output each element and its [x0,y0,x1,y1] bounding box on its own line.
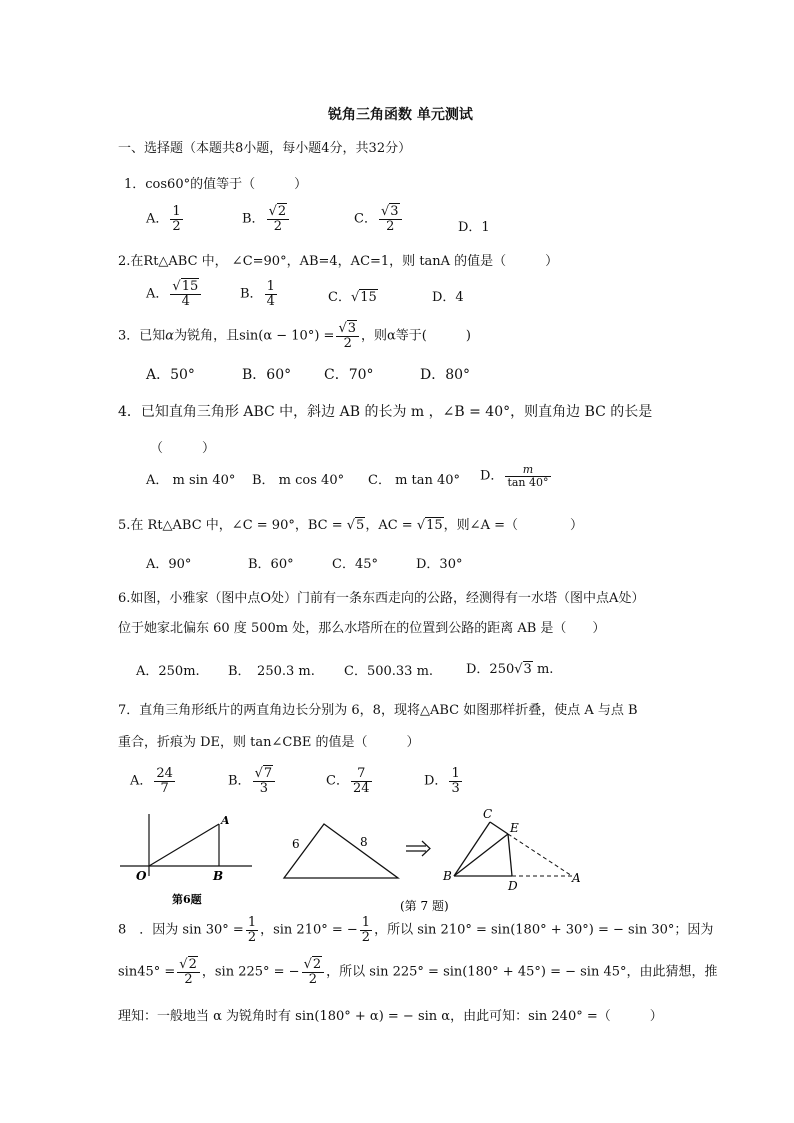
q3-option-a: A．50° [146,367,195,383]
triangle-abc [284,824,398,878]
q1-option-c-fraction: $\frac{√3}{2}$ [379,205,402,233]
q8-text-6: ，所以 sin 225° = sin(180° + 45°) = − sin 45°，由此猜想，推 [326,964,718,980]
q8-text-1: 8 ．因为 sin 30° = [118,922,244,938]
fig7-side-6: 6 [292,837,300,851]
q7-option-c-fraction: $\frac{7}{24}$ [352,766,370,796]
fig7-label-a: A [572,871,581,885]
q6-stem-line1: 6.如图，小雅家（图中点O处）门前有一条东西走向的公路，经测得有一水塔（图中点A处） [118,591,645,606]
q4-option-d [480,464,553,488]
q8-fraction-2: $\frac{1}{2}$ [361,915,371,945]
q7-option-c [326,767,374,795]
q8-text-5: ，sin 225° = − [201,964,300,980]
segment-ce [490,822,508,834]
fig7-side-8: 8 [360,835,368,849]
q7-option-b-label: B． [228,773,251,789]
q3-fraction: $\frac{√3}{2}$ [336,322,359,350]
q4-stem-line2: （ ） [150,441,216,456]
segment-bc [454,822,490,876]
q6-option-d-label: D．250 [466,662,515,677]
q2-stem: 2.在Rt△ABC 中， ∠C=90°，AB=4，AC=1，则 tanA 的值是（ ） [118,254,559,269]
fig6-caption: 第6题 [172,893,202,906]
q6-option-a: A．250m. [136,664,200,679]
arrow-icon [406,841,430,856]
q7-option-a-label: A． [130,773,153,789]
q7-stem-line1: 7．直角三角形纸片的两直角边长分别为 6，8，现将△ABC 如图那样折叠，使点 A 与点 B [118,703,638,718]
figure-7 [280,808,590,914]
q3-alpha: α [165,328,175,344]
q7-option-d-fraction: $\frac{1}{3}$ [451,766,460,796]
q7-stem-line2: 重合，折痕为 DE，则 tan∠CBE 的值是（ ） [118,735,420,750]
q7-option-d [424,767,464,795]
q8-line3: 理知：一般地当 α 为锐角时有 sin(180° + α) = − sin α，由此可知：sin 240° =（ ） [118,1009,663,1024]
q3-stem [118,322,471,350]
q6-option-d: D．250√3 m. [466,662,554,677]
q5-ac-value: 15 [426,518,443,533]
q3-option-c: C．70° [324,367,374,383]
q6-option-d-unit: m. [532,662,554,677]
q5-stem: 5.在 Rt△ABC 中，∠C = 90°，BC = √5，AC = √15，则∠A =（ ） [118,518,583,533]
q6-option-c: C．500.33 m. [344,664,434,679]
q7-option-d-label: D． [424,773,448,789]
q2-option-d: D．4 [432,290,464,305]
fig7-label-d: D [508,879,518,893]
fig7-caption: (第 7 题) [400,899,449,913]
q7-option-b [228,767,277,795]
fig7-label-b: B [443,869,452,883]
q1-option-a-fraction: $\frac{1}{2}$ [172,204,181,234]
q6-option-d-root: 3 [523,662,532,677]
q1-stem: 1．cos60°的值等于（ ） [124,177,308,192]
q2-option-b [240,280,279,308]
q1-option-b-label: B． [242,211,265,227]
q7-option-a [130,767,177,795]
q7-option-b-fraction: $\frac{√7}{3}$ [253,767,276,795]
q1-option-c [354,205,404,233]
q4-option-d-label: D． [480,468,504,484]
q8-fraction-4: $\frac{√2}{2}$ [302,958,325,986]
q2-option-b-label: B． [240,286,263,302]
q5-option-b: B．60° [248,557,294,572]
q4-option-c: C． m tan 40° [368,473,461,488]
q2-option-c-value: 15 [360,290,377,305]
segment-oa [149,824,219,866]
q5-stem-pre: 5.在 Rt△ABC 中，∠C = 90°，BC = [118,518,347,533]
q1-option-d: D．1 [458,220,490,235]
q2-option-c: C．√15 [328,290,377,305]
q1-option-c-label: C． [354,211,377,227]
q3-stem-pre: 3．已知 [118,328,166,344]
q5-stem-mid: ，AC = [365,518,417,533]
q5-bc-value: 5 [356,518,365,533]
q1-option-a-label: A． [146,211,169,227]
fig6-label-o: O [136,869,147,883]
q1-option-b [242,205,291,233]
q2-option-a [146,280,203,308]
q4-option-d-fraction: $\frac{m}{\tan 40^\circ}$ [507,463,549,489]
q8-fraction-3: $\frac{√2}{2}$ [177,958,200,986]
figure-6 [116,808,266,906]
q1-option-a [146,205,185,233]
q5-option-d: D．30° [416,557,463,572]
q5-stem-post: ，则∠A =（ ） [443,518,583,533]
q3-stem-post: ，则α等于( ) [361,328,471,344]
segment-be [454,834,508,876]
dashed-ea [508,834,572,876]
q6-option-b: B． 250.3 m. [228,664,315,679]
q2-option-b-fraction: $\frac{1}{4}$ [266,279,275,309]
q2-option-c-label: C． [328,290,351,305]
q4-option-b: B． m cos 40° [252,473,345,488]
q3-option-b: B．60° [242,367,292,383]
q8-text-4: sin45° = [118,964,176,980]
q7-option-c-label: C． [326,773,349,789]
fig7-label-c: C [483,808,493,821]
q8-line2 [118,958,718,986]
fold-line-de [508,834,512,876]
q4-option-a: A． m sin 40° [146,473,236,488]
q8-text-2: ，sin 210° = − [260,922,358,938]
section-heading: 一、选择题（本题共8小题，每小题4分，共32分） [118,141,412,156]
q8-text-3: ，所以 sin 210° = sin(180° + 30°) = − sin 30°；因为 [374,922,714,938]
fig7-label-e: E [510,821,519,835]
q1-option-b-fraction: $\frac{√2}{2}$ [267,205,290,233]
q8-line1 [118,916,713,944]
page-title: 锐角三角函数 单元测试 [328,107,473,123]
q7-option-a-fraction: $\frac{24}{7}$ [156,766,173,796]
q3-expression: sin(α − 10°) = [239,328,335,344]
q4-stem-line1: 4．已知直角三角形 ABC 中，斜边 AB 的长为 m ，∠B = 40°，则直角边 BC 的长是 [118,404,653,420]
q2-option-a-fraction: $\frac{√15}{4}$ [170,280,201,308]
q3-stem-mid: 为锐角，且 [174,328,240,344]
fig6-label-a: A [221,814,230,827]
q5-option-a: A．90° [146,557,192,572]
fig6-label-b: B [213,869,224,883]
q8-fraction-1: $\frac{1}{2}$ [247,915,257,945]
q2-option-a-label: A． [146,286,169,302]
q6-stem-line2: 位于她家北偏东 60 度 500m 处，那么水塔所在的位置到公路的距离 AB 是（ ） [118,621,606,636]
q5-option-c: C．45° [332,557,378,572]
q3-option-d: D．80° [420,367,471,383]
